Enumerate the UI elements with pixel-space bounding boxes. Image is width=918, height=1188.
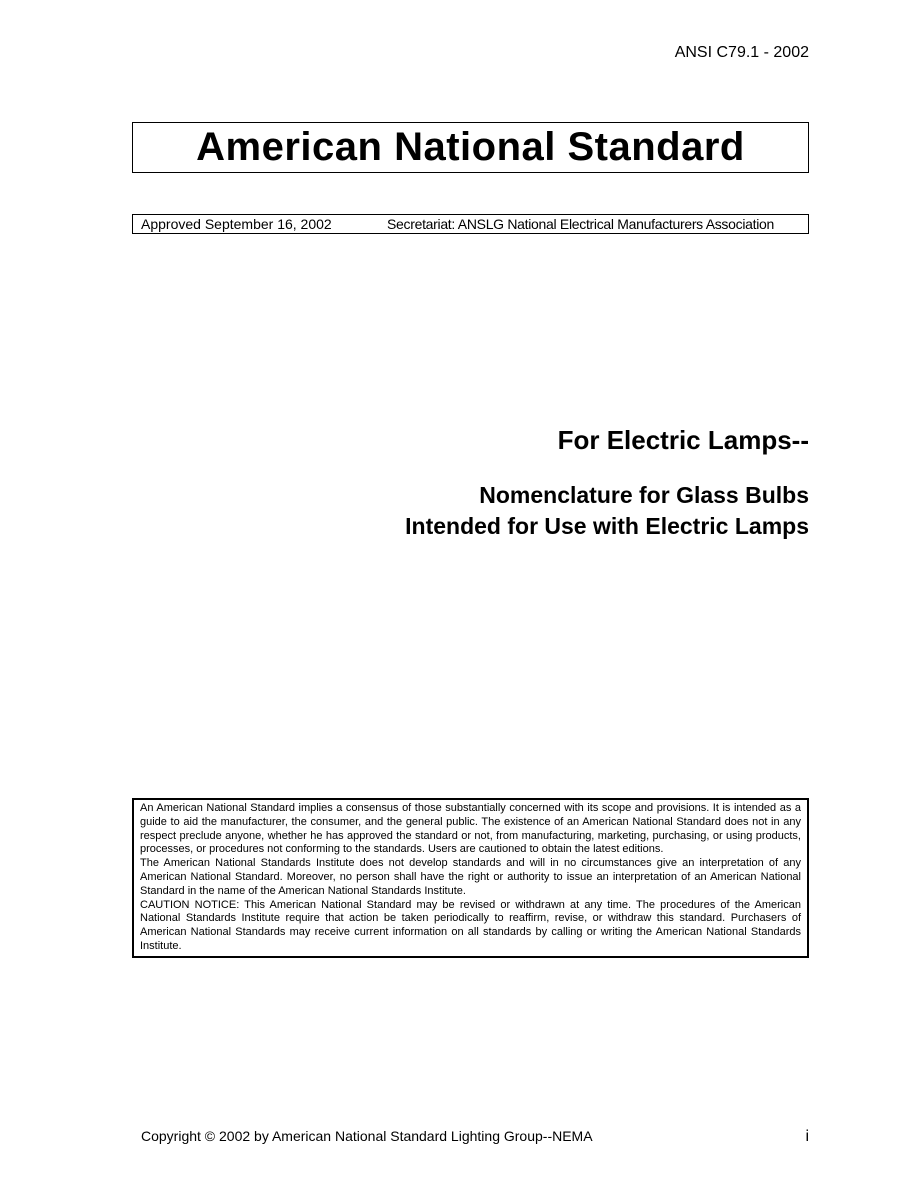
notice-paragraph-caution: CAUTION NOTICE: This American National Standard may be revised or withdrawn at any time. The procedures of the American National Standards Institute require that action be taken periodically to reaffirm, revise, or withdraw this standard. Purchasers of American National Standards may receive current information on all standards by calling or writing the American National Standards Institute. [140, 898, 801, 952]
copyright-notice: Copyright © 2002 by American National Standard Lighting Group--NEMA [141, 1128, 593, 1144]
subtitle-line-1: Nomenclature for Glass Bulbs [479, 482, 809, 508]
title-box [132, 122, 809, 173]
document-title: American National Standard [196, 125, 745, 169]
subject-heading: For Electric Lamps-- [557, 425, 809, 455]
page-number: i [805, 1128, 809, 1145]
secretariat: Secretariat: ANSLG National Electrical Manufacturers Association [387, 216, 774, 232]
legal-notice-box [132, 798, 809, 958]
approval-date: Approved September 16, 2002 [141, 216, 332, 232]
subtitle [405, 480, 809, 542]
approval-box [132, 214, 809, 234]
subtitle-line-2: Intended for Use with Electric Lamps [405, 513, 809, 539]
notice-paragraph-interpretation: The American National Standards Institute does not develop standards and will in no circumstances give an interpretation of any American National Standard. Moreover, no person shall have the right or authority to issue an interpretation of an American National Standard in the name of the American National Standards Institute. [140, 857, 801, 897]
notice-paragraph-consensus: An American National Standard implies a consensus of those substantially concerned with its scope and provisions. It is intended as a guide to aid the manufacturer, the consumer, and the general public. The existence of an American National Standard does not in any respect preclude anyone, whether he has approved the standard or not, from manufacturing, marketing, purchasing, or using products, processes, or procedures not conforming to the standards. Users are cautioned to obtain the latest editions. [140, 802, 801, 856]
document-id: ANSI C79.1 - 2002 [674, 44, 809, 61]
